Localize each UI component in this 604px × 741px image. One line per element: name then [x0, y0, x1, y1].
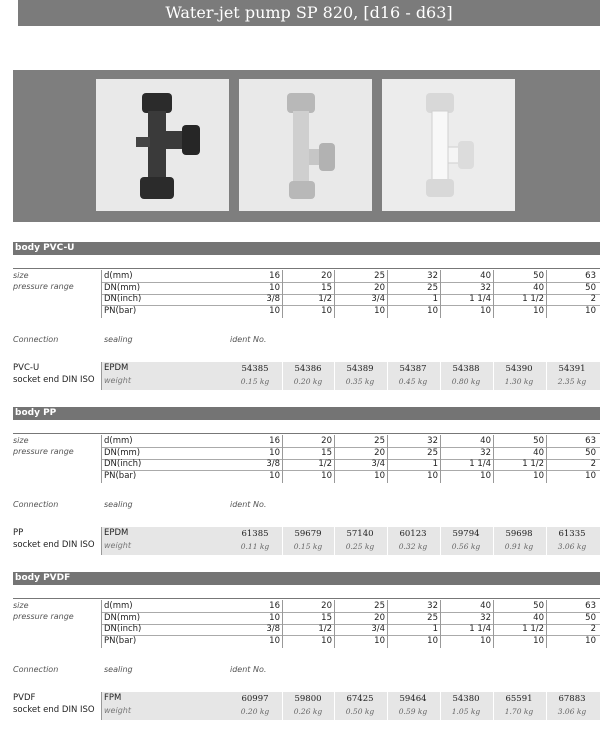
article-number: 59464 — [399, 694, 427, 704]
band-column-line — [546, 362, 547, 390]
weight-value: 0.20 kg — [293, 377, 323, 386]
article-number: 60123 — [399, 529, 427, 539]
size-cell: 1 1/4 — [469, 459, 491, 469]
pump-illustration-dark — [96, 79, 229, 211]
pressure-range-label: pressure range — [13, 612, 74, 621]
size-cell: 15 — [321, 612, 332, 623]
article-number: 59679 — [294, 529, 322, 539]
band-divider — [101, 362, 102, 390]
seal-material: EPDM — [104, 363, 129, 373]
pressure-range-label: pressure range — [13, 282, 74, 291]
size-cell: 10 — [269, 635, 280, 646]
material-label: PVC-U — [13, 363, 40, 373]
article-number: 59794 — [452, 529, 480, 539]
size-cell: 20 — [321, 601, 332, 611]
article-number: 54388 — [452, 364, 480, 374]
article-number: 54386 — [294, 364, 322, 374]
weight-value: 0.26 kg — [293, 707, 323, 716]
page-title: Water-jet pump SP 820, [d16 - d63] — [18, 0, 600, 26]
band-column-line — [546, 692, 547, 720]
column-line — [440, 600, 441, 648]
size-cell: 1/2 — [318, 459, 332, 469]
size-cell: 32 — [427, 271, 438, 281]
size-cell: 1 — [432, 459, 438, 469]
article-number: 54389 — [346, 364, 374, 374]
band-divider — [101, 692, 102, 720]
column-line — [440, 270, 441, 318]
param-label: d(mm) — [104, 436, 133, 446]
param-label: DN(mm) — [104, 282, 141, 293]
size-cell: 2 — [590, 459, 596, 469]
sealing-label: sealing — [104, 665, 133, 674]
size-cell: 10 — [321, 470, 332, 481]
size-cell: 50 — [533, 271, 544, 281]
section-header: body PVC-U — [13, 242, 600, 255]
size-cell: 1 1/2 — [522, 294, 544, 304]
size-cell: 10 — [374, 635, 385, 646]
size-cell: 25 — [427, 447, 438, 458]
weight-label: weight — [104, 376, 131, 385]
weight-value: 0.11 kg — [240, 542, 270, 551]
param-label: PN(bar) — [104, 470, 137, 481]
size-cell: 1 — [432, 624, 438, 634]
column-line — [101, 435, 102, 483]
band-divider — [101, 527, 102, 555]
size-cell: 20 — [321, 436, 332, 446]
connection-label: Connection — [13, 335, 59, 344]
band-column-line — [493, 362, 494, 390]
size-cell: 20 — [321, 271, 332, 281]
grey-pvc-pump-photo — [96, 79, 229, 211]
param-label: DN(mm) — [104, 447, 141, 458]
size-cell: 10 — [585, 305, 596, 316]
band-column-line — [440, 362, 441, 390]
section-top-rule — [13, 268, 600, 269]
size-cell: 10 — [427, 305, 438, 316]
size-cell: 40 — [480, 271, 491, 281]
param-label: DN(inch) — [104, 294, 142, 304]
article-number: 65591 — [505, 694, 533, 704]
seal-material: FPM — [104, 693, 122, 703]
size-cell: 63 — [585, 271, 596, 281]
weight-value: 1.70 kg — [504, 707, 534, 716]
pp-pump-photo — [239, 79, 372, 211]
ident-label: ident No. — [230, 665, 267, 674]
size-cell: 10 — [269, 447, 280, 458]
weight-value: 0.80 kg — [451, 377, 481, 386]
weight-value: 0.91 kg — [504, 542, 534, 551]
weight-value: 0.50 kg — [345, 707, 375, 716]
size-cell: 10 — [269, 305, 280, 316]
column-line — [387, 435, 388, 483]
seal-material: EPDM — [104, 528, 129, 538]
weight-label: weight — [104, 541, 131, 550]
column-line — [546, 600, 547, 648]
column-line — [493, 435, 494, 483]
size-cell: 50 — [533, 436, 544, 446]
article-number: 61335 — [558, 529, 586, 539]
article-number: 54391 — [558, 364, 586, 374]
size-cell: 16 — [269, 271, 280, 281]
end-type-label: socket end DIN ISO — [13, 705, 95, 715]
size-cell: 32 — [480, 282, 491, 293]
size-label: size — [13, 271, 29, 280]
band-column-line — [282, 362, 283, 390]
param-label: d(mm) — [104, 601, 133, 611]
article-number: 54390 — [505, 364, 533, 374]
end-type-label: socket end DIN ISO — [13, 375, 95, 385]
section-header: body PVDF — [13, 572, 600, 585]
param-label: PN(bar) — [104, 305, 137, 316]
size-cell: 20 — [374, 447, 385, 458]
size-cell: 63 — [585, 436, 596, 446]
column-line — [282, 270, 283, 318]
param-label: PN(bar) — [104, 635, 137, 646]
article-number: 54387 — [399, 364, 427, 374]
band-column-line — [282, 527, 283, 555]
size-cell: 3/8 — [266, 294, 280, 304]
column-line — [334, 600, 335, 648]
article-number: 57140 — [346, 529, 374, 539]
size-cell: 1 1/4 — [469, 294, 491, 304]
size-cell: 50 — [585, 282, 596, 293]
weight-value: 1.05 kg — [451, 707, 481, 716]
column-line — [334, 435, 335, 483]
end-type-label: socket end DIN ISO — [13, 540, 95, 550]
param-label: DN(inch) — [104, 624, 142, 634]
size-cell: 25 — [427, 612, 438, 623]
product-photo-band — [13, 70, 600, 222]
material-label: PP — [13, 528, 24, 538]
band-column-line — [334, 362, 335, 390]
size-cell: 3/4 — [371, 294, 385, 304]
size-cell: 10 — [269, 612, 280, 623]
ident-label: ident No. — [230, 500, 267, 509]
article-number: 61385 — [241, 529, 269, 539]
article-number: 67883 — [558, 694, 586, 704]
column-line — [546, 270, 547, 318]
column-line — [546, 435, 547, 483]
size-cell: 40 — [480, 601, 491, 611]
size-cell: 3/8 — [266, 624, 280, 634]
size-cell: 10 — [533, 305, 544, 316]
size-label: size — [13, 436, 29, 445]
size-cell: 32 — [427, 601, 438, 611]
size-cell: 40 — [480, 436, 491, 446]
size-cell: 16 — [269, 601, 280, 611]
column-line — [334, 270, 335, 318]
size-cell: 15 — [321, 447, 332, 458]
size-cell: 25 — [427, 282, 438, 293]
article-number: 67425 — [346, 694, 374, 704]
size-cell: 40 — [533, 282, 544, 293]
size-cell: 10 — [480, 305, 491, 316]
weight-value: 0.15 kg — [293, 542, 323, 551]
size-cell: 63 — [585, 601, 596, 611]
size-cell: 32 — [480, 612, 491, 623]
size-cell: 10 — [269, 282, 280, 293]
band-column-line — [387, 362, 388, 390]
size-cell: 1/2 — [318, 624, 332, 634]
weight-value: 0.35 kg — [345, 377, 375, 386]
sealing-label: sealing — [104, 335, 133, 344]
size-cell: 10 — [374, 305, 385, 316]
size-cell: 25 — [374, 271, 385, 281]
size-cell: 1 1/2 — [522, 624, 544, 634]
size-cell: 40 — [533, 447, 544, 458]
column-line — [493, 600, 494, 648]
size-cell: 10 — [585, 470, 596, 481]
band-column-line — [334, 527, 335, 555]
size-cell: 10 — [427, 470, 438, 481]
pump-illustration-grey — [239, 79, 372, 211]
section-top-rule — [13, 598, 600, 599]
weight-label: weight — [104, 706, 131, 715]
size-cell: 1/2 — [318, 294, 332, 304]
article-number: 54380 — [452, 694, 480, 704]
param-label: DN(mm) — [104, 612, 141, 623]
weight-value: 0.15 kg — [240, 377, 270, 386]
column-line — [101, 600, 102, 648]
weight-value: 0.56 kg — [451, 542, 481, 551]
connection-label: Connection — [13, 665, 59, 674]
size-cell: 10 — [480, 635, 491, 646]
band-column-line — [387, 692, 388, 720]
column-line — [282, 435, 283, 483]
band-column-line — [387, 527, 388, 555]
column-line — [101, 270, 102, 318]
size-label: size — [13, 601, 29, 610]
param-label: DN(inch) — [104, 459, 142, 469]
article-number: 59800 — [294, 694, 322, 704]
size-cell: 10 — [321, 305, 332, 316]
size-cell: 20 — [374, 612, 385, 623]
size-cell: 10 — [480, 470, 491, 481]
section-top-rule — [13, 433, 600, 434]
size-cell: 32 — [480, 447, 491, 458]
size-cell: 10 — [533, 470, 544, 481]
pvdf-pump-photo — [382, 79, 515, 211]
size-cell: 15 — [321, 282, 332, 293]
size-cell: 10 — [269, 470, 280, 481]
column-line — [440, 435, 441, 483]
weight-value: 3.06 kg — [557, 542, 587, 551]
band-column-line — [334, 692, 335, 720]
column-line — [387, 600, 388, 648]
size-cell: 1 1/4 — [469, 624, 491, 634]
section-header: body PP — [13, 407, 600, 420]
size-cell: 16 — [269, 436, 280, 446]
size-cell: 10 — [585, 635, 596, 646]
column-line — [282, 600, 283, 648]
weight-value: 2.35 kg — [557, 377, 587, 386]
ident-label: ident No. — [230, 335, 267, 344]
column-line — [493, 270, 494, 318]
column-line — [387, 270, 388, 318]
weight-value: 0.20 kg — [240, 707, 270, 716]
size-cell: 1 — [432, 294, 438, 304]
weight-value: 1.30 kg — [504, 377, 534, 386]
size-cell: 10 — [374, 470, 385, 481]
size-cell: 3/4 — [371, 459, 385, 469]
size-cell: 10 — [427, 635, 438, 646]
article-number: 60997 — [241, 694, 269, 704]
band-column-line — [282, 692, 283, 720]
article-number: 59698 — [505, 529, 533, 539]
size-cell: 3/4 — [371, 624, 385, 634]
size-cell: 10 — [321, 635, 332, 646]
size-cell: 25 — [374, 601, 385, 611]
weight-value: 0.25 kg — [345, 542, 375, 551]
article-number: 54385 — [241, 364, 269, 374]
band-column-line — [493, 527, 494, 555]
param-label: d(mm) — [104, 271, 133, 281]
size-cell: 2 — [590, 294, 596, 304]
band-column-line — [546, 527, 547, 555]
weight-value: 3.06 kg — [557, 707, 587, 716]
sealing-label: sealing — [104, 500, 133, 509]
weight-value: 0.45 kg — [398, 377, 428, 386]
size-cell: 25 — [374, 436, 385, 446]
material-label: PVDF — [13, 693, 36, 703]
band-column-line — [493, 692, 494, 720]
size-cell: 32 — [427, 436, 438, 446]
connection-label: Connection — [13, 500, 59, 509]
size-cell: 50 — [585, 447, 596, 458]
size-cell: 50 — [585, 612, 596, 623]
size-cell: 50 — [533, 601, 544, 611]
weight-value: 0.59 kg — [398, 707, 428, 716]
band-column-line — [440, 692, 441, 720]
pressure-range-label: pressure range — [13, 447, 74, 456]
size-cell: 20 — [374, 282, 385, 293]
size-cell: 1 1/2 — [522, 459, 544, 469]
size-cell: 2 — [590, 624, 596, 634]
size-cell: 10 — [533, 635, 544, 646]
pump-illustration-white — [382, 79, 515, 211]
size-cell: 40 — [533, 612, 544, 623]
band-column-line — [440, 527, 441, 555]
size-cell: 3/8 — [266, 459, 280, 469]
weight-value: 0.32 kg — [398, 542, 428, 551]
